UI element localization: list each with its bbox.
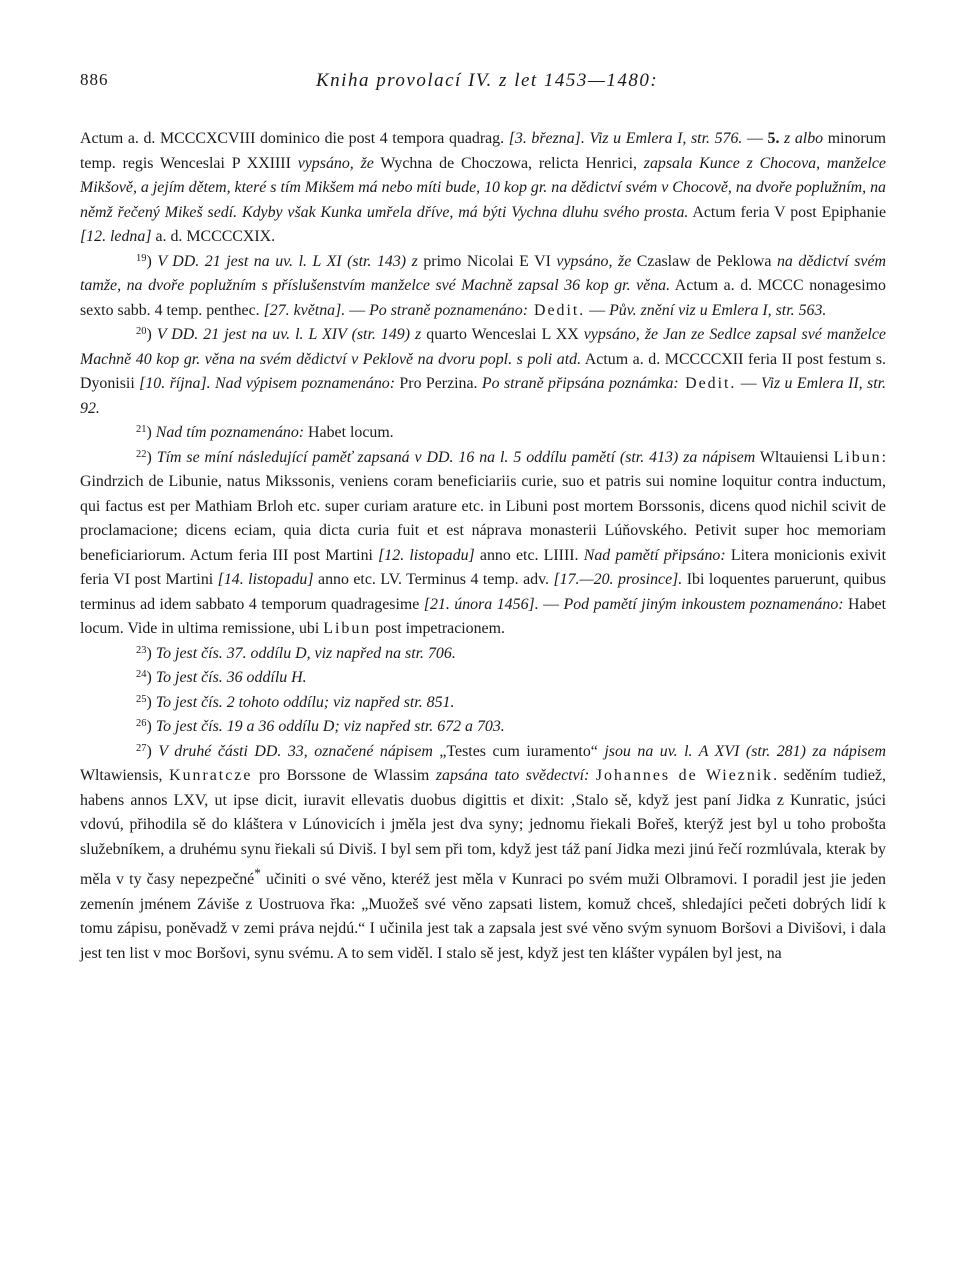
page-number: 886 [80, 70, 109, 89]
italic-text-run: jsou na uv. l. A XVI (str. 281) za nápisem [604, 742, 887, 760]
footnote-number: 22 [136, 448, 147, 460]
italic-text-run: [10. října]. Nad výpisem poznamenáno: [139, 375, 396, 392]
text-run: Pro Perzina. [395, 375, 482, 392]
page-header [80, 70, 880, 100]
italic-text-run: [14. listopadu] [217, 571, 314, 588]
text-run: učiniti o své věno, kteréž jest měla v Kunraci po svém muži Olbramovi. I poradil jest jie jeden zemenín jménem Záviše z Uostruova řka: „Muožeš své věno zapsati listem, komuž chceš, shledajíci pečeti dobrých lidí k tomu zápisu, poněvadž v zemi práva nejdú.“ I učinila jest tak a zapsala jest své věno svým synuom Boršovi a Divišovi, i dala jest ten list v moc Boršovi, synu svému. A to sem viděl. I stalo sě jest, když jest ten klášter vypálen byl jest, na [80, 871, 886, 962]
italic-text-run: vypsáno, že [556, 252, 632, 270]
italic-text-run: Po straně připsána poznámka: [481, 375, 679, 392]
footnote-27 [80, 740, 886, 967]
footnote-paren: ) [146, 448, 157, 466]
footnote-number: 20 [136, 326, 147, 337]
text-run: 5. [767, 130, 780, 147]
footnote-number: 24 [136, 669, 147, 680]
text-run: Czaslaw de Peklowa [631, 252, 777, 270]
footnote-number: 25 [136, 693, 147, 705]
footnote-number: 21 [136, 424, 147, 435]
text-run: — [538, 595, 564, 613]
italic-text-run: V DD. 21 jest na uv. l. L XIV (str. 149) z [156, 326, 422, 343]
text-run: Wltauiensi [755, 448, 834, 466]
text-run: * [254, 866, 261, 881]
italic-text-run: Nad tím poznamenáno: [155, 424, 305, 441]
footnote-text [80, 326, 886, 417]
text-run: Wltawiensis, [80, 767, 170, 784]
footnote-number: 19 [136, 252, 147, 264]
footnote-paren: ) [146, 424, 156, 441]
spaced-name-run: Johannes de Wieznik [595, 767, 774, 784]
continuation-paragraph [80, 127, 886, 250]
text-run: — [585, 301, 610, 319]
italic-text-run: zapsala Kunce z Chocova, manželce Mikšově, a jejím dětem, které s tím Mikšem má nebo míti bude, 10 kop gr. na dědictví svém v Chocově, na dvoře poplužním, na němž řečený Mikeš sedí. Kdyby však Kunka umřela dříve, má býti Vychna dluhu svého prosta. [80, 154, 886, 221]
spaced-name-run: Dedit. [678, 375, 737, 392]
italic-text-run: [12. listopadu] [378, 546, 475, 564]
italic-text-run: Pův. znění viz u Emlera I, str. 563. [609, 301, 827, 319]
italic-text-run: To jest čís. 36 oddílu H. [155, 669, 307, 686]
text-run: — [742, 130, 768, 147]
text-run: primo Nicolai E VI [417, 252, 557, 270]
text-run: : Gindrzich de Libunie, natus Mikssonis, veniens coram beneficiariis curie, suo et patris sui nomine loquitur contra inductum, qui factus est per Mathiam Brloh etc. super curiam arature etc. in Libuni post mortem Borssonis, dicens quod nichil scivit de proclamacione; dicens eciam, quia dicta curia fuit et est náprava monasterii Lúňovského. Petivit super hoc memoriam beneficiariorum. Actum feria III post Martini [80, 448, 887, 564]
footnote-text [80, 743, 886, 962]
text-run: minorum temp. regis Wenceslai P XXIIII [80, 130, 886, 172]
spaced-name-run: Kunratcze [169, 767, 253, 784]
footnote-number: 23 [136, 644, 147, 656]
spaced-name-run: Libun [323, 620, 372, 637]
italic-text-run: [17.—20. prosince]. [553, 571, 683, 588]
footnote-25 [80, 691, 886, 716]
italic-text-run: [12. ledna] [80, 228, 152, 245]
text-body [80, 127, 886, 966]
footnote-paren: ) [146, 693, 156, 711]
footnote-21 [80, 421, 886, 446]
italic-text-run: vypsáno, že Jan ze Sedlce zapsal své manželce Machně 40 kop gr. věna na svém dědictví v Peklově na dvoru popl. s poli atd. [80, 326, 886, 368]
footnote-number: 26 [136, 718, 147, 729]
text-run: Litera monicionis exivit feria VI post Martini [80, 546, 887, 588]
text-run: Ibi loquentes paruerunt, quibus terminus ad idem sabbato 4 temporum quadragesime [80, 571, 886, 613]
text-run: a. d. MCCCCXIX. [151, 228, 276, 245]
footnote-19 [80, 250, 886, 324]
text-run: quarto Wenceslai L XX [421, 326, 584, 343]
footnote-text [156, 424, 394, 441]
text-run: Habet locum. Vide in ultima remissione, ubi [80, 595, 886, 637]
italic-text-run: To jest čís. 37. oddílu D, viz napřed na str. 706. [155, 644, 456, 662]
running-title: Kniha provolací IV. z let 1453—1480: [316, 70, 659, 91]
footnote-20 [80, 323, 886, 421]
footnote-26 [80, 715, 886, 740]
text-run: „Testes cum iuramento“ [432, 742, 605, 760]
footnote-number: 27 [136, 742, 147, 754]
footnote-paren: ) [146, 252, 158, 270]
text-run: Actum a. d. MCCCXCVIII dominico die post 4 tempora quadrag. [80, 130, 509, 147]
footnote-23 [80, 642, 886, 667]
italic-text-run: Po straně poznamenáno: [369, 301, 528, 319]
text-run: anno etc. LIIII. [474, 546, 584, 564]
text-run: Wychna de Choczowa, relicta Henrici, [373, 154, 644, 172]
text-run: Actum a. d. MCCCCXII feria II post festum s. Dyonisii [80, 350, 886, 392]
italic-text-run: Pod pamětí jiným inkoustem poznamenáno: [563, 595, 844, 613]
footnote-24 [80, 666, 886, 691]
text-run: Habet locum. [304, 424, 394, 441]
italic-text-run: Nad pamětí připsáno: [583, 546, 726, 564]
footnote-text [156, 645, 456, 662]
italic-text-run: vypsáno, že [297, 154, 374, 172]
footnote-paren: ) [146, 718, 156, 735]
italic-text-run: [21. února 1456]. [423, 595, 539, 613]
text-run: — [736, 375, 762, 392]
text-run: — [345, 301, 370, 319]
italic-text-run: V druhé části DD. 33, označené nápisem [158, 742, 433, 760]
footnote-paren: ) [146, 326, 157, 343]
italic-text-run: To jest čís. 2 tohoto oddílu; viz napřed str. 851. [155, 693, 455, 711]
footnote-22 [80, 446, 886, 642]
italic-text-run: z albo [784, 130, 824, 147]
italic-text-run: [27. května]. [263, 301, 346, 319]
footnote-text [80, 253, 886, 319]
italic-text-run: To jest čís. 19 a 36 oddílu D; viz napřed str. 672 a 703. [155, 718, 505, 735]
spaced-name-run: Libun [833, 448, 882, 466]
spaced-name-run: Dedit. [528, 301, 586, 319]
text-run: Actum feria V post Epiphanie [688, 203, 887, 221]
footnote-paren: ) [146, 742, 159, 760]
italic-text-run: [3. března]. Viz u Emlera I, str. 576. [508, 130, 743, 147]
footnote-text [156, 718, 505, 735]
text-run: . seděním tudiež, habens annos LXV, ut ipse dicit, iuravit ellevatis duobus digittis et dixit: ‚Stalo sě, když jest paní Jidka z Kunratic, jsúci vdovú, přihodila sě do kláštera v Lúnovicích i jměla jest dva syny; jednomu řiekali Bořeš, kterýž jest byl u toho probošta služebníkem, a druhému synu řiekali sú Diviš. I byl sem při tom, když jest táž paní Jidka mezi jinú řečí rozmlúvala, kterak by měla v ty časy nepezpečné [80, 767, 886, 889]
text-run: post impetracionem. [371, 620, 505, 637]
footnote-text [156, 669, 307, 686]
footnote-paren: ) [146, 669, 156, 686]
footnote-text [80, 449, 886, 638]
italic-text-run: Viz u Emlera II, str. 92. [80, 375, 886, 417]
text-run: pro Borssone de Wlassim [252, 767, 436, 784]
footnote-text [156, 694, 455, 711]
text-run: anno etc. LV. Terminus 4 temp. adv. [313, 571, 554, 588]
italic-text-run: V DD. 21 jest na uv. l. L XI (str. 143) z [157, 252, 418, 270]
italic-text-run: na dědictví svém tamže, na dvoře poplužním s příslušenstvím manželce své Machně zapsal 36 kop gr. věna. [80, 252, 886, 294]
text-run: Actum a. d. MCCC nonagesimo sexto sabb. 4 temp. penthec. [80, 277, 886, 319]
italic-text-run: Tím se míní následující paměť zapsaná v DD. 16 na l. 5 oddílu pamětí (str. 413) za nápisem [156, 448, 756, 466]
footnote-paren: ) [146, 644, 156, 662]
italic-text-run: zapsána tato svědectví: [435, 767, 590, 784]
